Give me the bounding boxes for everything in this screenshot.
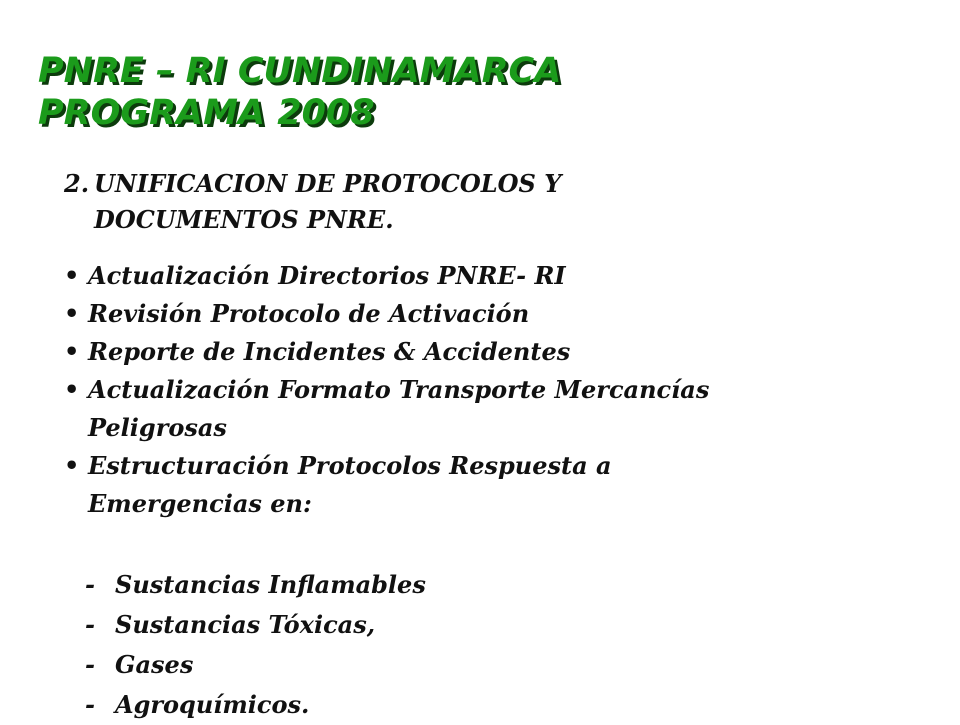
bullet-text-continuation: Peligrosas [88,413,227,442]
title-line-2: PROGRAMA 2008 [38,93,375,133]
bullet-item [64,447,904,523]
sub-item-text: Agroquímicos. [115,690,310,719]
bullet-item [64,257,904,295]
bullet-text: Actualización Directorios PNRE- RI [88,261,566,290]
bullet-text: Estructuración Protocolos Respuesta a [88,451,612,480]
sub-item-marker: - [85,690,95,719]
title-line-1: PNRE – RI CUNDINAMARCA [38,51,562,91]
sub-item-marker: - [85,650,95,679]
section-heading-line-1: UNIFICACION DE PROTOCOLOS Y [94,169,562,198]
sub-item [85,605,426,645]
bullet-marker: • [64,451,80,480]
sub-item [85,645,426,685]
section-heading [64,166,764,238]
sub-item-text: Sustancias Tóxicas, [115,610,376,639]
bullet-text-continuation: Emergencias en: [88,489,312,518]
bullet-marker: • [64,261,80,290]
bullet-list [64,257,904,523]
bullet-marker: • [64,299,80,328]
bullet-item [64,295,904,333]
bullet-text: Revisión Protocolo de Activación [88,299,530,328]
bullet-item [64,371,904,447]
bullet-marker: • [64,375,80,404]
bullet-text: Actualización Formato Transporte Mercancías [88,375,710,404]
bullet-item [64,333,904,371]
sub-item [85,685,426,725]
sub-item-text: Sustancias Inflamables [115,570,426,599]
sub-item-list [85,565,426,725]
bullet-text: Reporte de Incidentes & Accidentes [88,337,571,366]
bullet-marker: • [64,337,80,366]
slide-title [38,50,561,134]
sub-item-marker: - [85,570,95,599]
sub-item-text: Gases [115,650,194,679]
sub-item-marker: - [85,610,95,639]
section-heading-line-2: DOCUMENTOS PNRE. [94,205,394,234]
section-number: 2. [64,169,90,198]
sub-item [85,565,426,605]
